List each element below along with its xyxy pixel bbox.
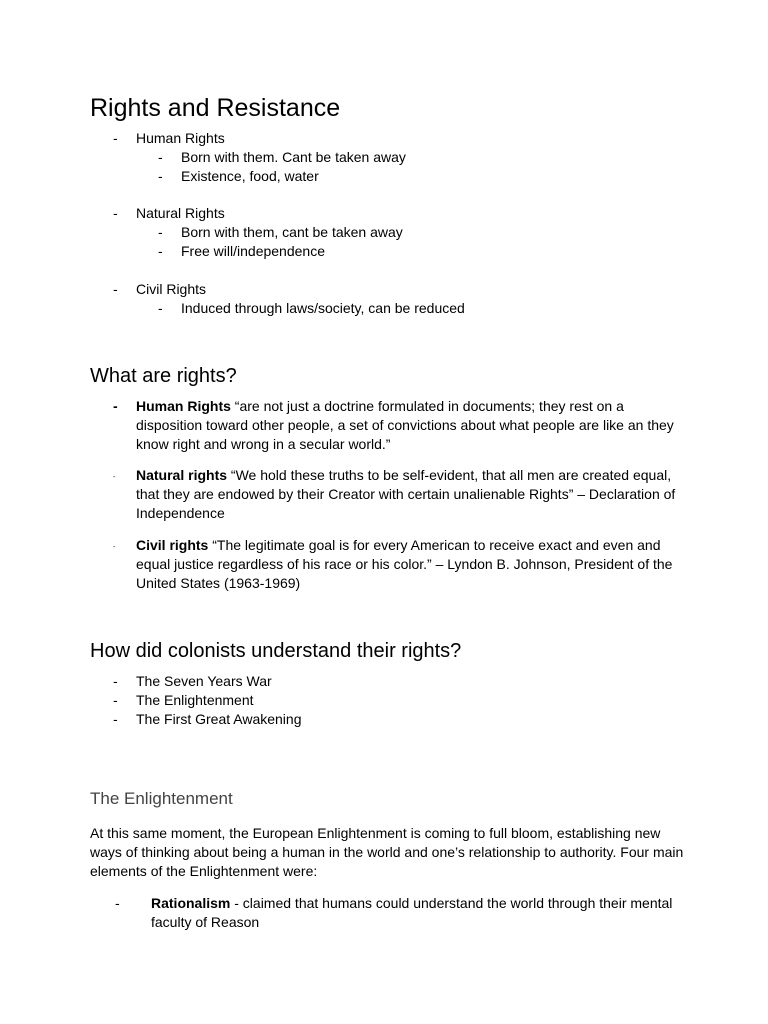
outline-sub-bullet: - xyxy=(158,243,163,259)
entry-text-line: equal justice regardless of his race or his color.” – Lyndon B. Johnson, President of the xyxy=(136,556,673,572)
entry-quote: “The legitimate goal is for every American to receive exact and even and xyxy=(212,537,661,553)
outline-sub-bullet: - xyxy=(158,224,163,240)
outline-subitem: Born with them. Cant be taken away xyxy=(181,149,406,165)
entry-text-line: disposition toward other people, a set of convictions about what people are like an they xyxy=(136,417,674,433)
entry-natural-rights-line1 xyxy=(136,466,671,485)
entry-text-line: Independence xyxy=(136,505,225,521)
paragraph-line: At this same moment, the European Enlightenment is coming to full bloom, establishing new xyxy=(90,825,661,841)
entry-text-line: United States (1963-1969) xyxy=(136,575,301,591)
paragraph-line: ways of thinking about being a human in the world and one’s relationship to authority. Four main xyxy=(90,844,684,860)
outline-sub-bullet: - xyxy=(158,300,163,316)
outline-subitem: Existence, food, water xyxy=(181,168,319,184)
outline-sub-bullet: - xyxy=(158,149,163,165)
list-item: The Enlightenment xyxy=(136,692,254,708)
element-text-line: faculty of Reason xyxy=(151,914,260,930)
page-title: Rights and Resistance xyxy=(90,94,341,122)
entry-human-rights-line1 xyxy=(136,397,624,416)
entry-bullet-small: - xyxy=(113,544,116,551)
element-term: Rationalism xyxy=(151,895,231,911)
section-heading-what-are-rights: What are rights? xyxy=(90,365,237,387)
element-description: - claimed that humans could understand the world through their mental xyxy=(230,895,673,911)
paragraph-line: elements of the Enlightenment were: xyxy=(90,863,318,879)
list-item: The Seven Years War xyxy=(136,673,272,689)
list-bullet: - xyxy=(113,673,118,689)
outline-bullet: - xyxy=(113,281,118,297)
list-item: The First Great Awakening xyxy=(136,711,302,727)
entry-term: Human Rights xyxy=(136,398,231,414)
outline-subitem: Born with them, cant be taken away xyxy=(181,224,403,240)
entry-bullet-small: - xyxy=(113,474,116,481)
entry-term: Civil rights xyxy=(136,537,209,553)
entry-term: Natural rights xyxy=(136,467,228,483)
outline-bullet: - xyxy=(113,205,118,221)
outline-item-natural-rights: Natural Rights xyxy=(136,205,225,221)
element-rationalism-line1 xyxy=(151,894,672,913)
outline-sub-bullet: - xyxy=(158,168,163,184)
section-heading-colonists: How did colonists understand their rights? xyxy=(90,640,462,662)
entry-text-line: know right and wrong in a secular world.” xyxy=(136,436,391,452)
outline-subitem: Induced through laws/society, can be reduced xyxy=(181,300,465,316)
outline-item-human-rights: Human Rights xyxy=(136,130,225,146)
list-bullet: - xyxy=(113,692,118,708)
entry-bullet: - xyxy=(113,398,118,414)
element-bullet: - xyxy=(115,895,120,911)
subsection-heading-enlightenment: The Enlightenment xyxy=(90,789,233,808)
outline-bullet: - xyxy=(113,130,118,146)
outline-subitem: Free will/independence xyxy=(181,243,325,259)
entry-civil-rights-line1 xyxy=(136,536,660,555)
entry-quote: “We hold these truths to be self-evident, that all men are created equal, xyxy=(230,467,672,483)
list-bullet: - xyxy=(113,711,118,727)
entry-quote: “are not just a doctrine formulated in documents; they rest on a xyxy=(234,398,624,414)
outline-item-civil-rights: Civil Rights xyxy=(136,281,207,297)
entry-text-line: that they are endowed by their Creator with certain unalienable Rights” – Declaration of xyxy=(136,486,676,502)
